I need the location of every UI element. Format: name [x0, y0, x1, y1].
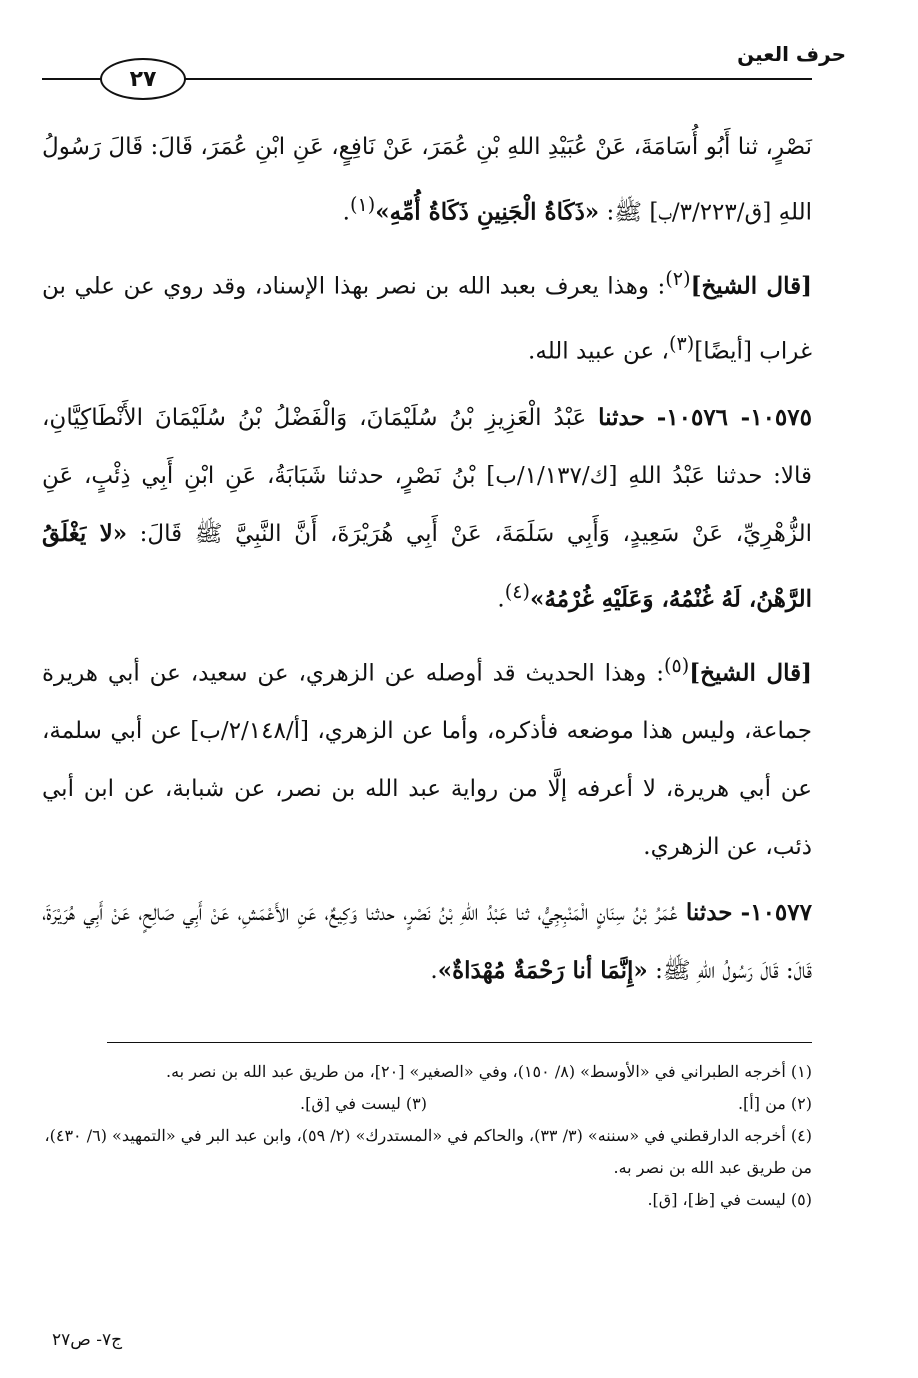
p3-text: عَبْدُ الْعَزِيزِ بْنُ سُلَيْمَانَ، وَالْفَضْلُ بْنُ سُلَيْمَانَ الأَنْطَاكِيَّانِ، قالا: حدثنا عَبْدُ اللهِ [ك/١/١٣٧/ب] بْنُ نَصْرٍ، حدثنا شَبَابَةُ، عَنِ ابْنِ أَبِي ذِئْبٍ، عَنِ الزُّهْرِيِّ، عَنْ سَعِيدٍ، وَأَبِي سَلَمَةَ، عَنْ أَبِي هُرَيْرَةَ، أَنَّ النَّبِيَّ ﷺ قَالَ:	[42, 404, 813, 547]
p5-hadith: «إِنَّمَا أنا رَحْمَةٌ مُهْدَاةٌ»	[437, 957, 648, 985]
footnote-ref-4: (٤)	[504, 579, 530, 603]
footnotes	[42, 1056, 812, 1216]
paragraph-5	[42, 884, 812, 1000]
paragraph-4	[42, 637, 812, 877]
p1-end: .	[342, 199, 350, 226]
footnote-1: (١) أخرجه الطبراني في «الأوسط» (٨/ ١٥٠)، وفي «الصغير» [٢٠]، من طريق عبد الله بن نصر به.	[166, 1062, 812, 1081]
p3-hadith: «لا يَغْلَقُ الرَّهْنُ، لَهُ غُنْمُهُ، وَعَلَيْهِ غُرْمُهُ»	[42, 519, 812, 613]
p4-text: : وهذا الحديث قد أوصله عن الزهري، عن سعيد، عن أبي هريرة جماعة، وليس هذا موضعه فأذكره، وأما عن الزهري، [أ/٢/١٤٨/ب] عن أبي سلمة، عن أبي هريرة، لا أعرفه إلَّا من رواية عبد الله بن نصر، عن شبابة، عن ابن أبي ذئب، عن الزهري.	[42, 660, 812, 861]
hadith-number: ١٠٥٧٥- ١٠٥٧٦-	[656, 403, 812, 431]
page-number: ٢٧	[100, 58, 186, 100]
p3-end: .	[497, 586, 505, 613]
paragraph-3	[42, 389, 812, 629]
footnote-ref-2: (٢)	[665, 266, 691, 290]
haddathana-label: حدثنا	[685, 899, 733, 927]
footnote-4: (٤) أخرجه الدارقطني في «سننه» (٣/ ٣٣)، والحاكم في «المستدرك» (٢/ ٥٩)، وابن عبد البر في «التمهيد» (٦/ ٤٣٠)، من طريق عبد الله بن نصر به.	[44, 1126, 812, 1177]
hadith-number: ١٠٥٧٧-	[740, 899, 812, 927]
haddathana-label: حدثنا	[598, 403, 645, 431]
chapter-title: حرف العين	[737, 42, 846, 66]
p2-end: ، عن عبيد الله.	[528, 338, 669, 365]
footnote-row	[42, 1088, 812, 1120]
footnote-5: (٥) ليست في [ظ]، [ق].	[647, 1190, 812, 1209]
footnote-ref-1: (١)	[349, 193, 376, 216]
p2-text: : وهذا يعرف بعبد الله بن نصر بهذا الإسناد، وقد روي عن علي بن غراب [أيضًا]	[42, 273, 812, 365]
p1-hadith: «ذَكَاةُ الْجَنِينِ ذَكَاةُ أُمِّهِ»	[375, 198, 600, 226]
p1-text: نَصْرٍ، ثنا أَبُو أُسَامَةَ، عَنْ عُبَيْدِ اللهِ بْنِ عُمَرَ، عَنْ نَافِعٍ، عَنِ ابْنِ عُمَرَ، قَالَ: قَالَ رَسُولُ اللهِ [ق/٣/٢٢٣/ب] ﷺ:	[42, 134, 812, 226]
footnote-ref-5: (٥)	[663, 653, 690, 677]
shaykh-label: [قال الشيخ]	[689, 659, 812, 687]
p5-text: عُمَرُ بْنُ سِنَانٍ الْمَنْبِجِيُّ، ثنا عَبْدُ اللهِ بْنُ نَصْرٍ، حدثنا وَكِيعٌ، عَنِ الأَعْمَشِ، عَنْ أَبِي صَالِحٍ، عَنْ أَبِي هُرَيْرَةَ، قَالَ: قَالَ رَسُولُ اللهِ ﷺ:	[42, 900, 812, 985]
shaykh-label: [قال الشيخ]	[690, 272, 812, 300]
paragraph-2	[42, 250, 812, 381]
footnote-3: (٣) ليست في [ق].	[300, 1094, 427, 1113]
footnote-2: (٢) من [أ].	[737, 1094, 812, 1113]
footnote-ref-3: (٣)	[668, 332, 695, 356]
p5-end: .	[430, 958, 438, 985]
volume-page-reference: ج٧- ص٢٧	[52, 1330, 123, 1350]
main-text	[42, 118, 812, 1008]
paragraph-1	[42, 118, 812, 242]
footnote-divider	[107, 1042, 812, 1043]
